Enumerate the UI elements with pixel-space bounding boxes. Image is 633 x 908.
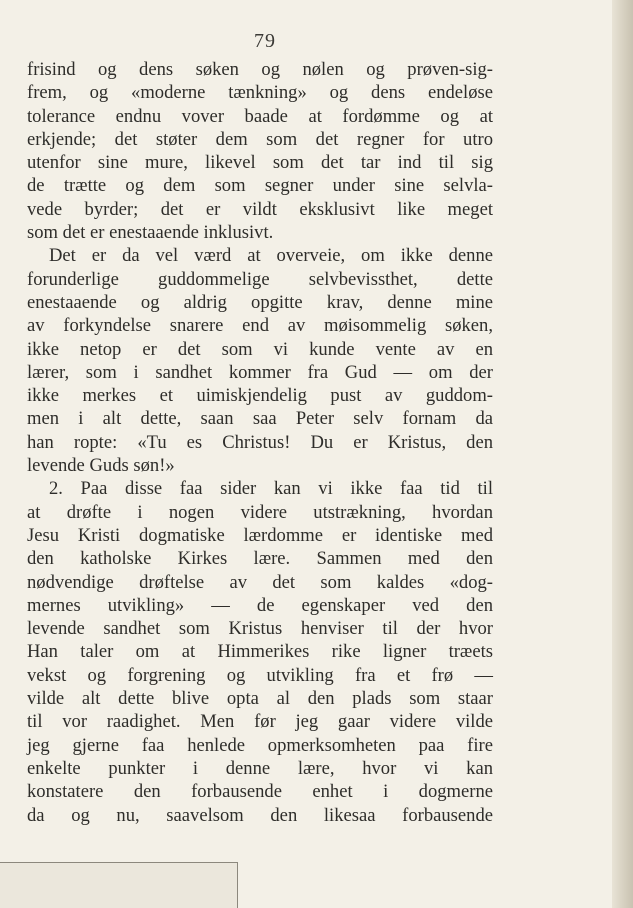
text-line: Jesu Kristi dogmatiske lærdomme er identiske med: [27, 524, 493, 546]
text-line: lærer, som i sandhet kommer fra Gud — om der: [27, 361, 493, 383]
text-line: 2. Paa disse faa sider kan vi ikke faa tid til: [49, 478, 493, 500]
text-line: frisind og dens søken og nølen og prøven-sig-: [27, 59, 493, 80]
text-line: de trætte og dem som segner under sine selvla-: [27, 175, 493, 197]
text-line: som det er enestaaende inklusivt.: [27, 222, 274, 244]
text-line: levende sandhet som Kristus henviser til der hvor: [27, 618, 493, 640]
text-line: frem, og «moderne tænkning» og dens endeløse: [27, 82, 493, 104]
body-text: [27, 58, 493, 827]
text-line: mernes utvikling» — de egenskaper ved den: [27, 594, 493, 616]
text-line: at drøfte i nogen videre utstrækning, hvordan: [27, 501, 493, 523]
text-line: den katholske Kirkes lære. Sammen med den: [27, 548, 493, 570]
binding-shadow: [612, 0, 633, 908]
text-line: levende Guds søn!»: [27, 455, 175, 477]
text-line: erkjende; det støter dem som det regner for utro: [27, 128, 493, 150]
text-line: nødvendige drøftelse av det som kaldes «dog-: [27, 571, 493, 593]
text-line: av forkyndelse snarere end av møisommelig søken,: [27, 315, 493, 337]
text-line: vede byrder; det er vildt eksklusivt like meget: [27, 198, 493, 220]
text-line: Han taler om at Himmerikes rike ligner træets: [27, 641, 493, 663]
text-line: konstatere den forbausende enhet i dogmerne: [27, 781, 493, 803]
text-line: men i alt dette, saan saa Peter selv fornam da: [27, 408, 493, 430]
text-line: tolerance endnu vover baade at fordømme og at: [27, 105, 493, 127]
text-line: ikke merkes et uimiskjendelig pust av guddom-: [27, 385, 493, 407]
text-line: enkelte punkter i denne lære, hvor vi kan: [27, 757, 493, 779]
text-line: vekst og forgrening og utvikling fra et frø —: [27, 664, 493, 686]
text-line: enestaaende og aldrig opgitte krav, denne mine: [27, 291, 493, 313]
text-line: ikke netop er det som vi kunde vente av en: [27, 338, 493, 360]
text-line: utenfor sine mure, likevel som det tar ind til sig: [27, 152, 493, 174]
text-line: han ropte: «Tu es Christus! Du er Kristus, den: [27, 431, 493, 453]
text-line: jeg gjerne faa henlede opmerksomheten paa fire: [27, 734, 493, 756]
text-line: forunderlige guddommelige selvbevissthet, dette: [27, 268, 493, 290]
text-line: til vor raadighet. Men før jeg gaar videre vilde: [27, 711, 493, 733]
paper-slip: [0, 862, 238, 908]
text-line: da og nu, saavelsom den likesaa forbausende: [27, 804, 493, 826]
text-line: vilde alt dette blive opta al den plads som staar: [27, 688, 493, 710]
page-number: 79: [254, 30, 276, 52]
text-line: Det er da vel værd at overveie, om ikke denne: [49, 245, 493, 267]
